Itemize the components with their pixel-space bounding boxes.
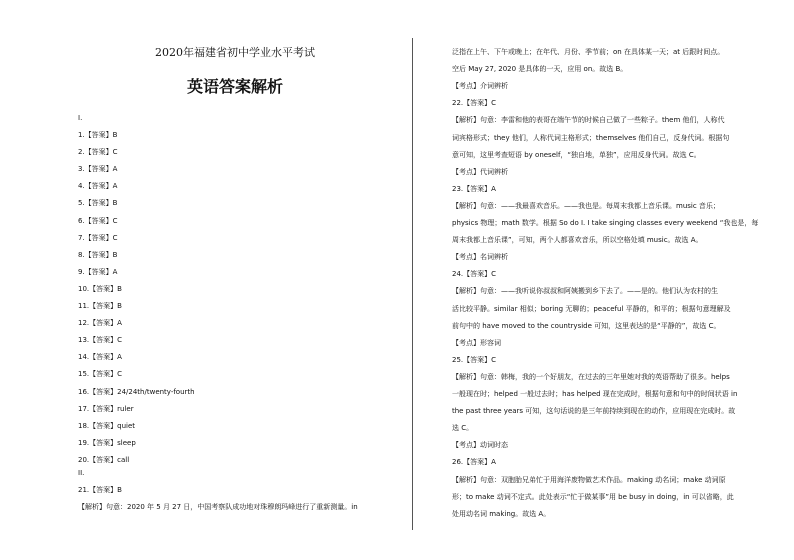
answer-line: 3.【答案】A <box>78 165 118 174</box>
answer-line: 15.【答案】C <box>78 370 123 379</box>
answer-line: 14.【答案】A <box>78 353 122 362</box>
analysis-line: 处用动名词 making。故选 A。 <box>452 509 551 518</box>
topic-line: 【考点】形容词 <box>452 338 501 347</box>
analysis-line: 泛指在上午、下午或晚上；在年代、月份、季节前；on 在具体某一天；at 后跟时间点。 <box>452 48 725 56</box>
answer-line: 12.【答案】A <box>78 319 122 328</box>
analysis-line: the past three years 可知，这句话说的是三年前持续到现在的动作，应用现在完成时。故 <box>452 407 736 416</box>
topic-line: 【考点】动词时态 <box>452 441 508 450</box>
answer-line: 2.【答案】C <box>78 148 118 157</box>
section-heading-ii: II. <box>78 469 85 477</box>
answer-line: 10.【答案】B <box>78 284 122 293</box>
analysis-line: 【解析】句意：李雷和他的表哥在端午节的时候自己做了一些粽子。them 他们，人称代 <box>452 116 725 125</box>
analysis-line: 空后 May 27, 2020 是具体的一天，应用 on。故选 B。 <box>452 65 628 74</box>
analysis-line: 一般现在时；helped 一般过去时；has helped 现在完成时，根据句意和句中的时间状语 in <box>452 390 738 398</box>
answer-line: 6.【答案】C <box>78 216 118 225</box>
analysis-line: 【解析】句意：——我听说你叔叔和阿姨搬到乡下去了。——是的。他们认为农村的生 <box>452 287 718 296</box>
answer-line: 11.【答案】B <box>78 302 122 310</box>
answer-line: 25.【答案】C <box>452 355 497 364</box>
analysis-line: 选 C。 <box>452 424 474 433</box>
analysis-line: 【解析】句意：韩梅，我的一个好朋友，在过去的三年里她对我的英语帮助了很多。helps <box>452 372 730 381</box>
analysis-line: 前句中的 have moved to the countryside 可知，这里表达的是“平静的”，故选 C。 <box>452 321 721 330</box>
analysis-line: 周末我都上音乐课”，可知，两个人都喜欢音乐，所以空格处填 music。故选 A。 <box>452 236 703 245</box>
topic-line: 【考点】介词辨析 <box>452 82 508 91</box>
answer-line: 26.【答案】A <box>452 458 496 467</box>
answer-line: 5.【答案】B <box>78 199 118 208</box>
answer-line: 24.【答案】C <box>452 270 497 279</box>
answer-line: 17.【答案】ruler <box>78 404 134 413</box>
analysis-line: 词宾格形式；they 他们，人称代词主格形式；themselves 他们自己，反身代词。根据句 <box>452 133 730 142</box>
page-title: 英语答案解析 <box>186 77 283 96</box>
answer-line: 4.【答案】A <box>78 182 118 191</box>
answer-line: 22.【答案】C <box>452 99 497 108</box>
answer-line: 8.【答案】B <box>78 250 118 259</box>
analysis-line: physics 物理；math 数学。根据 So do I. I take singing classes every weekend “我也是，每 <box>452 219 759 227</box>
answer-line: 18.【答案】quiet <box>78 421 136 430</box>
answer-21: 21.【答案】B <box>78 486 122 494</box>
analysis-line: 意可知，这里考查短语 by oneself，“独自地，单独”，应用反身代词。故选 C。 <box>452 150 701 159</box>
analysis-line: 形；to make 动词不定式。此处表示“忙于做某事”用 be busy in doing，in 可以省略，此 <box>452 492 734 501</box>
answer-line: 23.【答案】A <box>452 184 496 193</box>
section-heading-i: I. <box>78 114 83 122</box>
answer-line: 19.【答案】sleep <box>78 438 136 447</box>
answer-line: 20.【答案】call <box>78 455 130 464</box>
analysis-line: 活比较平静。similar 相似；boring 无聊的；peaceful 平静的，和平的；根据句意理解及 <box>452 304 731 313</box>
topic-line: 【考点】名词辨析 <box>452 253 508 262</box>
analysis-line: 【解析】句意：——我最喜欢音乐。——我也是。每周末我都上音乐课。music 音乐； <box>452 201 720 210</box>
answer-line: 13.【答案】C <box>78 336 123 345</box>
answer-line: 1.【答案】B <box>78 131 118 139</box>
column-divider <box>412 38 413 530</box>
answer-line: 7.【答案】C <box>78 233 118 242</box>
topic-line: 【考点】代词辨析 <box>452 167 508 176</box>
analysis-line: 【解析】句意：双胞胎兄弟忙于用海洋废物做艺术作品。making 动名词；make 动词原 <box>452 475 726 484</box>
answer-line: 16.【答案】24/24th/twenty-fourth <box>78 387 195 396</box>
analysis-21: 【解析】句意：2020 年 5 月 27 日，中国考察队成功地对珠穆朗玛峰进行了重新测量。in <box>78 503 358 511</box>
exam-title: 2020年福建省初中学业水平考试 <box>155 46 315 59</box>
answer-line: 9.【答案】A <box>78 267 118 276</box>
